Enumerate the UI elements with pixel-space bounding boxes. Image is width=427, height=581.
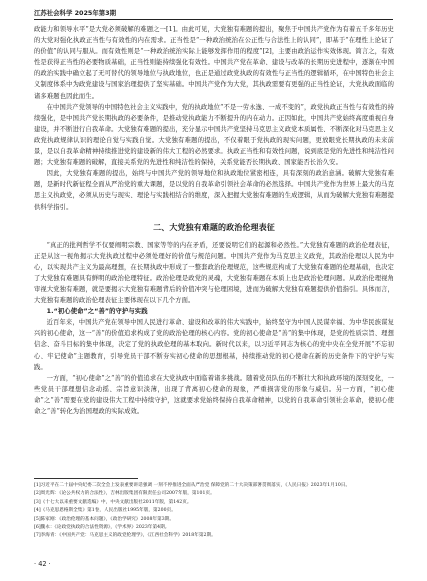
footnote: [2]周光辉：《论公共权力的合法性》，吉林出版集团有限责任公司2007年版，第101页。 [34, 491, 215, 497]
body-paragraph: 政能力和领导水平”是大党必须破解的难题之一[1]。由此可见，大党独有难题的提出，聚焦于中国共产党作为有着五千多年历史的大党对强化执政正当性与有效性的内在需求。正当性是“一种政治统治在公正性与合法性上的认同”，即基于“在理性上论证了的价值”的认同与服从。而有效性则是“一种政治统治实际上能够发挥作用的程度”[2]，主要由政治运作实效体现。简言之，有效性是获得正当性的必要物质基础，正当性则能持续强化有效性。中国共产党在革命、建设与改革的长期历史进程中，逐渐在中国的政治实践中确立起了无可替代的领导地位与执政地位，也正是通过政党执政的有效性与正当性的逻辑循环，在中国特色社会主义制度体系中为政党建设与国家治理提供了坚实基础。中国共产党作为大党，其执政需要有更强的正当性论证，大党执政面临的诸多难题也因此而生。 [34, 26, 394, 100]
body-paragraph: 近百年来，中国共产党在领导中国人民进行革命、建设和改革的伟大实践中，始终坚守为中国人民谋幸福、为中华民族谋复兴的初心使命，这一“善”的价值追求构成了党的政治伦理的核心内容。党的初心使命是“善”的集中体现，是党的性质宗旨、理想信念、奋斗目标的集中体现，决定了党的执政伦理的基本取向。新时代以来，以习近平同志为核心的党中央在全党开展“不忘初心、牢记使命”主题教育，引导党员干部不断夯实初心使命的思想根基，持续推动党的初心使命在新的历史条件下的守护与实践。 [34, 319, 394, 371]
footnote: [5]陈家刚：《政治伦理的基本问题》，《政治学研究》2008年第3期。 [34, 516, 175, 522]
section-title: 二、大党独有难题的政治伦理表征 [153, 222, 275, 232]
footnote: [6]魏永：《论政党执政的合法性资源》，《学术界》2023年第4期。 [34, 525, 170, 531]
article-body [34, 24, 394, 417]
footnote-rule [34, 478, 138, 479]
body-paragraph: 在中国共产党领导的中国特色社会主义实践中，党的执政地位“不是一劳永逸、一成不变的”，政党执政正当性与有效性的持续强化，是中国共产党长期执政的必要条件，是推动党执政能力不断提升的内在动力。正因如此，中国共产党始终高度重视自身建设，并不断进行自我革命。大党独有难题的提出，充分显示中国共产党坚持马克思主义政党本质属性、不断深化对马克思主义政党执政规律认识的理论自觉与实践自觉。大党独有难题的提出，不仅着眼于党执政的现实问题，更放眼党长期执政的未来前景，是以自我革命精神持续推进党的建设新的伟大工程的必然要求。执政正当性和有效性问题，说到底是党的先进性和纯洁性问题；大党独有难题的破解，直接关系党的先进性和纯洁性的保持，关系党能否长期执政、国家能否长治久安。 [34, 103, 394, 167]
subsection-title: 1.“初心使命”之“善”的守护与实践 [46, 308, 148, 316]
footnote: [1]习近平在二十届中央纪委二次全会上发表重要讲话强调 一刻不停推进全面从严治党 保障党的二十大决策部署贯彻落实，《人民日报》2023年1月10日。 [34, 483, 351, 488]
body-paragraph: 因此，大党独有难题的提出，始终与中国共产党的领导地位和执政地位紧密相连，具有深刻的政治意涵。破解大党独有难题，是新时代新征程全面从严治党的重大课题，是以党的自我革命引领社会革命的必然选择。中国共产党作为世界上最大的马克思主义执政党，必须从历史与现实、理论与实践相结合的维度，深入把握大党独有难题的生成逻辑，从而为破解大党独有难题提供科学指引。 [34, 170, 394, 211]
page-number: · 42 · [34, 560, 51, 568]
header-rule [34, 19, 393, 20]
body-paragraph: “真正的批判哲学不仅要阐明宗教、国家等等的内在矛盾，还要说明它们的起源和必然性。”大党独有难题的政治伦理表征，正是从这一视角揭示大党执政过程中必须处理好的价值与规范问题。中国共产党作为马克思主义政党，其政治伦理以人民为中心，以实现共产主义为最高理想，在长期执政中形成了一整套政治伦理规范，这些规范构成了大党独有难题的伦理基础，也决定了大党独有难题具有鲜明的政治伦理特征。政治伦理是政党的灵魂，大党独有难题在本质上也是政治伦理问题。从政治伦理视角审视大党独有难题，就是要揭示大党独有难题背后的价值冲突与伦理困境，进而为破解大党独有难题提供价值指引。具体而言，大党独有难题的政治伦理表征主要体现在以下几个方面。 [34, 241, 394, 305]
body-paragraph: 一方面，“初心使命”之“善”的价值追求在大党执政中面临着诸多挑战。随着党员队伍的不断壮大和执政环境的深刻变化，一些党员干部理想信念动摇、宗旨意识淡薄，出现了背离初心使命的现象，严重损害党的形象与威信。另一方面，“初心使命”之“善”需要在党的建设伟大工程中持续守护，这就要求党始终保持自我革命精神，以党的自我革命引领社会革命，使初心使命之“善”转化为治国理政的实际成效。 [34, 374, 394, 415]
footnote: [4]《马克思恩格斯全集》第1卷，人民出版社1995年版，第200页。 [34, 508, 176, 514]
footnote: [7]李海青：《中国共产党：马克思主义的政党伦理学》，《江西社会科学》2018年第2期。 [34, 533, 216, 539]
footnote: [3]《十七大以来重要文献选编》中，中央文献出版社2011年版，第142页。 [34, 499, 192, 505]
footnotes [34, 482, 394, 541]
journal-header: 江苏社会科学 2025年第3期 [34, 9, 116, 17]
